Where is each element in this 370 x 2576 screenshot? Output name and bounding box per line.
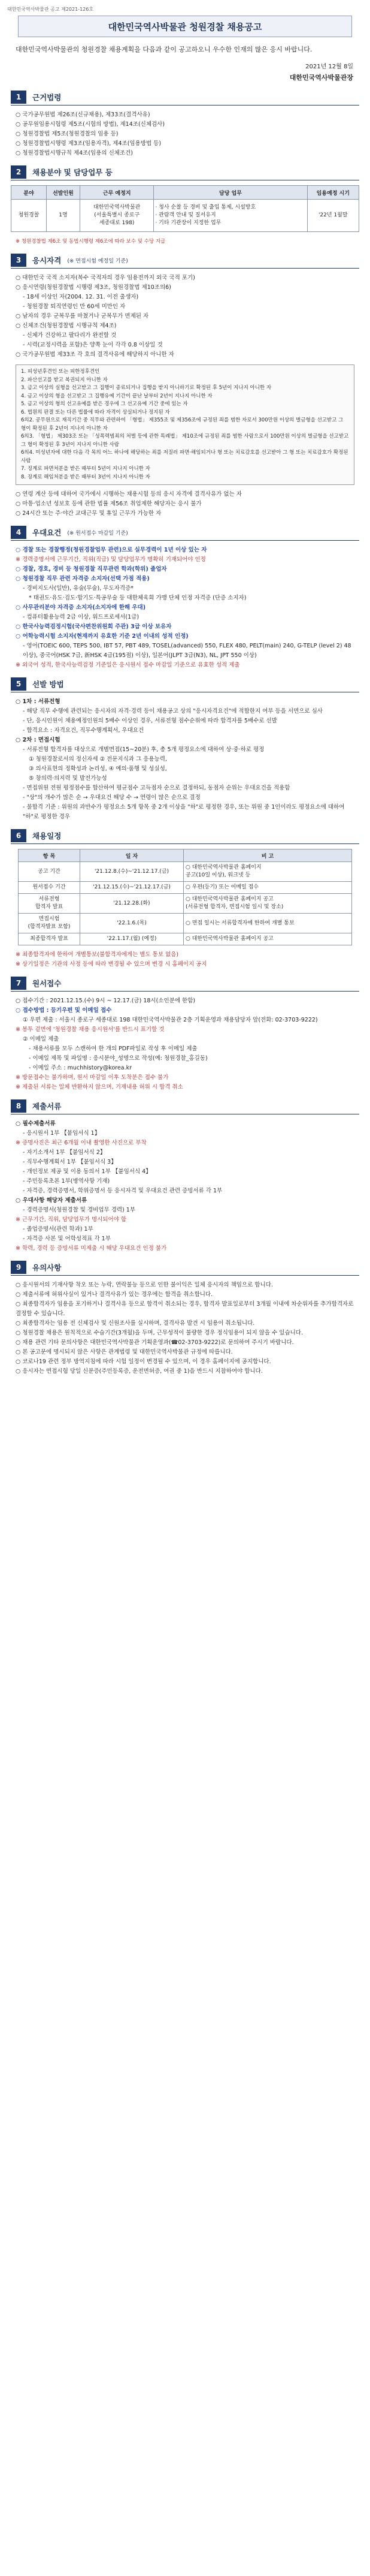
section-number: 2 <box>11 165 26 179</box>
stage-item: - "상"의 개수가 많은 순 → 우대요건 해당 수 → 연령이 많은 순으로 결정 <box>23 794 201 801</box>
announcement-date: 2021년 12월 8일 <box>305 64 353 70</box>
application-item: ② 이메일 제출 <box>23 1036 59 1043</box>
time-cell: '22년 1월말 <box>307 200 359 232</box>
notice-item: ○ 청원경찰 채용은 원칙적으로 수습기간(3개월)을 두며, 근무성적이 불량한 경우 정식임용이 되지 않을 수 있습니다. <box>16 1330 304 1336</box>
section-tag: (※ 원서접수 마감일 기준) <box>67 530 128 537</box>
section-number: 3 <box>11 254 26 267</box>
stage-title: ○ 1차 : 서류전형 <box>16 698 60 705</box>
qual-item: ○ 24시간 또는 주·야간 교대근무 및 휴일 근무가 가능한 자 <box>16 510 162 517</box>
schedule-date: '21.12.28.(화) <box>80 894 184 914</box>
schedule-note: ○ 우편(등기) 또는 이메일 접수 <box>184 882 352 894</box>
section-title: 원서접수 <box>32 979 62 988</box>
schedule-item: 최종합격자 발표 <box>19 933 80 945</box>
schedule-date: '21.12.8.(수)~'21.12.17.(금) <box>80 862 184 882</box>
stage-item: - 불합격 기준 : 위원의 과반수가 평정요소 5개 항목 중 2개 이상을 "하"로 평정한 경우, 또는 위원 중 1인이라도 평정요소에 대하여 "하"로 평정한 경우 <box>23 804 345 820</box>
stage-item: - 합격요소 : 자격요건, 직무수행계획서, 우대요건 <box>23 727 144 734</box>
document-item: - 응시원서 1부 【붙임서식 1】 <box>23 1130 101 1137</box>
notice-item: ○ 응시원서의 기재사항 착오 또는 누락, 연락불능 등으로 인한 불이익은 일체 응시자의 책임으로 합니다. <box>16 1282 273 1288</box>
table-header: 임용예정 시기 <box>307 186 359 200</box>
document-item: - 자격증, 경력증명서, 학위증명서 등 응시자격 및 우대요건 관련 증빙서류 각 1부 <box>23 1188 223 1194</box>
stage-item: ③ 의사표현의 정확성과 논리성, ④ 예의·품행 및 성실성, <box>29 766 167 772</box>
qual-item: ○ 응시연령(청원경찰법 시행령 제3조, 청원경찰법 제10조의6) <box>16 284 171 291</box>
stage-item: ⑤ 창의력·의지력 및 발전가능성 <box>29 775 107 782</box>
schedule-note: ○ 대한민국역사박물관 홈페이지 공고(10일 이상), 워크넷 등 <box>184 862 352 882</box>
preference-item: - 영어(TOEIC 600, TEPS 500, IBT 57, PBT 489, TOSEL(advanced) 550, FLEX 480, PELT(main) 240, G-TELP (level 2) 48 이상), 중국어(HSK 7급, 新HSK 4급(195점) 이상), 일본어(JLPT 3급(N3), NL, JPT 550 이상) <box>23 643 351 659</box>
section-4-header <box>11 525 359 541</box>
table-row <box>19 914 352 933</box>
qual-item: - 시력(교정시력을 포함)은 양쪽 눈이 각각 0.8 이상일 것 <box>23 342 163 348</box>
documents-list <box>16 1119 354 1254</box>
page-title: 대한민국역사박물관 청원경찰 채용공고 <box>18 16 352 37</box>
schedule-note-line: ※ 상기일정은 기관의 사정 등에 따라 변경될 수 있으며 변경 시 홈페이지 공지 <box>16 961 207 968</box>
notice-item: ○ 본 공고문에 명시되지 않은 사항은 관계법령 및 대한민국역사박물관 규정에 따릅니다. <box>16 1349 233 1355</box>
document-item: - 자기소개서 1부 【붙임서식 2】 <box>23 1149 106 1156</box>
application-item: ○ 접수방법 : 등기우편 및 이메일 접수 <box>16 1007 112 1014</box>
schedule-item: 면접시험 (합격자발표 포함) <box>19 914 80 933</box>
table-header: 일 자 <box>80 849 184 862</box>
law-item: ○ 공무원임용시험령 제5조(시험의 방법), 제14조(신체검사) <box>16 121 165 128</box>
section-7-header <box>11 975 359 992</box>
preference-item: * 태권도·유도·검도·합기도·특공무술 등 대한체육회 가맹 단체 인정 자격증 (단증 소지자) <box>29 595 247 601</box>
stage-item: ① 청원경찰로서의 정신자세 ② 전문지식과 그 응용능력, <box>29 756 167 763</box>
law-item: ○ 청원경찰법시행규칙 제4조(임용의 신체조건) <box>16 150 133 156</box>
qual-item: - 18세 이상인 자(2004. 12. 31. 이전 출생자) <box>23 294 139 300</box>
document-item: - 개인정보 제공 및 이용 동의서 1부 【붙임서식 4】 <box>23 1168 151 1175</box>
application-item: - 이메일 제목 및 파일명 : 응시분야_성명으로 작성(예: 청원경찰_홍길동) <box>29 1055 208 1062</box>
application-item: ※ 방문접수는 불가하며, 원서 마감일 이후 도착분은 접수 불가 <box>16 1074 169 1081</box>
notice-item: ○ 채용 관련 기타 문의사항은 대한민국역사박물관 기획운영과(☎02-3703-9222)로 문의하여 주시기 바랍니다. <box>16 1339 294 1346</box>
qual-item: ○ 국가공무원법 제33조 각 호의 결격사유에 해당하지 아니한 자 <box>16 351 174 358</box>
preference-item: ○ 경찰 또는 경찰행정(청원경찰업무 관련)으로 실무경력이 1년 이상 있는 자 <box>16 547 207 553</box>
section-title: 우대요건 <box>32 528 62 537</box>
count-cell: 1명 <box>46 200 80 232</box>
preference-item: ○ 한국사능력검정시험(국사편찬위원회 주관) 3급 이상 보유자 <box>16 623 172 630</box>
section-title: 선발 방법 <box>32 680 64 689</box>
section-title: 채용일정 <box>32 831 62 840</box>
notice-item: ○ 제출서류에 허위사실이 있거나 결격사유가 있는 경우에는 합격을 취소합니다. <box>16 1291 213 1298</box>
stage-item: - 단, 응시인원이 채용예정인원의 5배수 이상인 경우, 서류전형 점수순위에 따라 합격자를 5배수로 선발 <box>23 718 277 724</box>
schedule-note: ○ 면접 일시는 서류합격자에 한하여 개별 통보 <box>184 914 352 933</box>
table-header: 선발인원 <box>46 186 80 200</box>
document-item: ※ 근무기간, 직위, 담당업무가 명시되어야 함 <box>16 1216 127 1223</box>
law-item: ○ 청원경찰법시행령 제3조(임용자격), 제4조(임용방법 등) <box>16 140 162 147</box>
selection-method <box>16 697 354 822</box>
table-header: 비 고 <box>184 849 352 862</box>
document-item: - 경력증명서(청원경찰 및 경비업무 경력) 1부 <box>23 1207 135 1213</box>
section-8-header <box>11 1098 359 1114</box>
preference-item: ○ 사무관리분야 자격증 소지자(소지자에 한해 우대) <box>16 604 146 611</box>
section-number: 9 <box>11 1261 26 1274</box>
qualification-extra <box>16 490 354 519</box>
preference-item: ○ 청원경찰 직무 관련 자격증 소지자(선택 가점 적용) <box>16 576 150 582</box>
schedule-note: ○ 대한민국역사박물관 홈페이지 공고 (서류전형 합격자, 면접시험 일시 및 장소) <box>184 894 352 914</box>
preference-item: ○ 어학능력시험 소지자(현재까지 유효한 기준 2년 이내의 성적 인정) <box>16 633 189 640</box>
duties-cell: · 청사 순찰 등 경비 및 출입 통제, 시설방호 · 관람객 안내 및 질서유지 · 기타 기관장이 지정한 업무 <box>154 200 307 232</box>
schedule-item: 서류전형 합격자 발표 <box>19 894 80 914</box>
section-title: 유의사항 <box>32 1263 62 1272</box>
law-item: ○ 청원경찰법 제5조(청원경찰의 임용 등) <box>16 131 119 137</box>
qual-item: ○ 신체조건(청원경찰법 시행규칙 제4조) <box>16 323 117 329</box>
application-item: ※ 봉투 겉면에 '청원경찰 채용 응시원서'를 반드시 표기할 것 <box>16 1026 165 1033</box>
section-9-header <box>11 1260 359 1276</box>
schedule-notes <box>16 950 354 969</box>
table-row <box>19 882 352 894</box>
intro-text: 대한민국역사박물관의 청원경찰 채용계획을 다음과 같이 공고하오니 우수한 인재의 많은 응시 바랍니다. <box>16 46 313 53</box>
section-number: 1 <box>11 91 26 104</box>
section-title: 응시자격 <box>32 256 62 265</box>
document-number: 대한민국역사박물관 공고 제2021-126호 <box>7 7 94 12</box>
place-cell: 대한민국역사박물관 (서울특별시 종로구 세종대로 198) <box>80 200 154 232</box>
document-item: ○ 우대사항 해당자 제출서류 <box>16 1197 87 1204</box>
table-header: 항 목 <box>19 849 80 862</box>
application-item: ※ 제출된 서류는 일체 반환하지 않으며, 기재내용 허위 시 합격 취소 <box>16 1084 183 1090</box>
document-item: - 자격증 사본 및 어학성적표 각 1부 <box>23 1236 111 1242</box>
qual-item: ○ 대한민국 국적 소지자(복수 국적자의 경우 임용전까지 외국 국적 포기) <box>16 275 195 281</box>
schedule-date: '21.12.15.(수)~'21.12.17.(금) <box>80 882 184 894</box>
document-item: - 직무수행계획서 1부 【붙임서식 3】 <box>23 1159 117 1165</box>
table-row <box>19 862 352 882</box>
field-cell: 청원경찰 <box>11 200 47 232</box>
section-title: 근거법령 <box>32 93 62 102</box>
section-number: 6 <box>11 829 26 842</box>
section-5-header <box>11 676 359 692</box>
schedule-table <box>18 849 352 945</box>
section-number: 4 <box>11 526 26 539</box>
notice-item: ○ 응시자는 면접시험 당일 신분증(주민등록증, 운전면허증, 여권 중 1)을 반드시 지참하여야 합니다. <box>16 1368 263 1375</box>
document-item: ○ 필수제출서류 <box>16 1120 56 1127</box>
application-item: ○ 접수기간 : 2021.12.15.(수) 9시 ~ 12.17.(금) 18시(소인분에 한함) <box>16 998 196 1004</box>
section-title: 채용분야 및 담당업무 등 <box>32 168 113 177</box>
document-item: - 졸업증명서(관련 학과) 1부 <box>23 1226 93 1233</box>
preference-item: - 컴퓨터활용능력 2급 이상, 워드프로세서(1급) <box>23 614 139 620</box>
qualification-list <box>16 273 354 360</box>
qual-item: ○ 마통·업소년 성보호 등에 관한 법률 제56조 취업제한 해당자는 응시 불가 <box>16 501 202 507</box>
section-6-header <box>11 828 359 844</box>
schedule-item: 원서접수 기간 <box>19 882 80 894</box>
laws-list <box>16 110 354 158</box>
notice-item: ○ 최종합격자는 임용 전 신체검사 및 신원조사를 실시하며, 결격사유 발견 시 임용이 취소됩니다. <box>16 1320 255 1327</box>
stage-item: - 해당 직무 수행에 관련되는 응시자의 자격·경력 등이 채용공고 상의 "응시자격요건"에 적합한지 여부 등을 서면으로 심사 <box>23 708 323 715</box>
application-item: - 이메일 주소 : muchhistory@korea.kr <box>29 1065 132 1071</box>
schedule-note-line: ※ 최종합격자에 한하여 개별통보(불합격자에게는 별도 통보 없음) <box>16 951 179 958</box>
section-title: 제출서류 <box>32 1102 62 1111</box>
section-number: 7 <box>11 977 26 990</box>
schedule-date: '22.1.17.(월) (예정) <box>80 933 184 945</box>
stage-title: ○ 2차 : 면접시험 <box>16 737 60 743</box>
table-header: 근무 예정지 <box>80 186 154 200</box>
qual-item: - 청원경찰 퇴직연령인 만 60세 미만인 자 <box>23 303 126 310</box>
disqualification-box: 1. 피성년후견인 또는 피한정후견인 2. 파산선고를 받고 복권되지 아니한 자 3. 금고 이상의 실형을 선고받고 그 집행이 종료되거나 집행을 받지 아니하기로 확정된 후 5년이 지나지 아니한 자 4. 금고 이상의 형을 선고받고 그 집행유예 기간이 끝난 날부터 2년이 지나지 아니한 자 5. 금고 이상의 형의 선고유예를 받은 경우에 그 선고유예 기간 중에 있는 자 6. 법원의 판결 또는 다른 법률에 따라 자격이 상실되거나 정지된 자 6의2. 공무원으로 재직기간 중 직무와 관련하여 「형법」 제355조 및 제356조에 규정된 죄를 범한 자로서 300만원 이상의 벌금형을 선고받고 그 형이 확정된 후 2년이 지나지 아니한 자 6의3. 「형법」 제303조 또는 「성폭력범죄의 처벌 등에 관한 특례법」 제10조에 규정된 죄를 범한 사람으로서 100만원 이상의 벌금형을 선고받고 그 형이 확정된 후 3년이 지나지 아니한 사람 6의4. 미성년자에 대한 다음 각 목의 어느 하나에 해당하는 죄를 저질러 파면·해임되거나 형 또는 치료감호를 선고받아 그 형 또는 치료감호가 확정된 사람 7. 징계로 파면처분을 받은 때부터 5년이 지나지 아니한 자 8. 징계로 해임처분을 받은 때부터 3년이 지나지 아니한 자 <box>16 364 354 485</box>
section-2-header <box>11 164 359 180</box>
qual-item: ○ 연령 계산 등에 대하여 국가에서 시행하는 채용시험 등의 응시 자격에 결격사유가 없는 자 <box>16 491 242 498</box>
table-row <box>19 933 352 945</box>
document-item: ※ 증명사진은 최근 6개월 이내 촬영한 사진으로 부착 <box>16 1140 147 1146</box>
section-3-header <box>11 252 359 269</box>
section-number: 8 <box>11 1099 26 1113</box>
law-item: ○ 국가공무원법 제26조(신규채용), 제33조(결격사유) <box>16 112 150 118</box>
application-item: - 채용서류를 모두 스캔하여 한 개의 PDF파일로 작성 후 이메일 제출 <box>29 1046 198 1052</box>
application-list <box>16 996 354 1092</box>
preference-item: - 경비지도사(일반), 유술(무술), 무도자격증* <box>23 585 134 592</box>
preference-list <box>16 546 354 670</box>
section-number: 5 <box>11 677 26 691</box>
qual-item: - 신체가 건강하고 팔다리가 완전할 것 <box>23 332 117 339</box>
signer: 대한민국역사박물관장 <box>289 74 353 82</box>
schedule-note: ○ 대한민국역사박물관 홈페이지 공고 <box>184 933 352 945</box>
preference-item: ※ 경력증명서에 근무기간, 직위(직급) 및 담당업무가 명확히 기재되어야 인정 <box>16 556 206 563</box>
preference-item: ※ 외국어 성적, 한국사능력검정 기준일은 응시원서 접수 마감일 기준으로 유효한 성적 제출 <box>16 662 240 668</box>
table-header: 담당 업무 <box>154 186 307 200</box>
qual-item: ○ 남자의 경우 군복무를 마쳤거나 군복무가 면제된 자 <box>16 313 149 320</box>
notes-list <box>16 1281 354 1376</box>
table-row <box>19 894 352 914</box>
document-item: - 주민등록초본 1부(병역사항 기재) <box>23 1178 110 1185</box>
section-tag: (※ 면접시험 예정일 기준) <box>67 258 128 264</box>
stage-item: - 서류전형 합격자를 대상으로 개별면접(15~20분) 후, 총 5개 평정요소에 대하여 상·중·하로 평정 <box>23 746 265 753</box>
recruitment-table <box>11 185 359 232</box>
table-header: 분야 <box>11 186 47 200</box>
schedule-item: 공고 기간 <box>19 862 80 882</box>
document-item: ※ 학력, 경력 등 증빙서류 미제출 시 해당 우대요건 인정 불가 <box>16 1245 167 1252</box>
section-1-header <box>11 89 359 106</box>
notice-item: ○ 코로나19 관련 정부 방역지침에 따라 시험 일정이 변경될 수 있으며, 이 경우 홈페이지에 공지합니다. <box>16 1358 271 1365</box>
stage-item: - 면접위원 전원 평정점수를 합산하여 평균점수 고득점자 순으로 결정하되, 동점자 순위는 우대요건을 적용함 <box>23 785 290 791</box>
schedule-date: '22.1.6.(목) <box>80 914 184 933</box>
notice-item: ○ 최종합격자가 임용을 포기하거나 결격사유 등으로 합격이 취소되는 경우, 합격자 발표일로부터 3개월 이내에 차순위자를 추가합격자로 결정할 수 있습니다. <box>16 1301 354 1317</box>
table1-note: ※ 청원경찰법 제6조 및 동법시행령 제6조에 따라 보수 및 수당 지급 <box>16 239 166 245</box>
application-item: ① 우편 제출 : 서울시 종로구 세종대로 198 대한민국역사박물관 2층 기획운영과 채용담당자 앞(전화: 02-3703-9222) <box>23 1017 318 1023</box>
preference-item: ○ 경찰, 경호, 경비 등 청원경찰 직무관련 학과(학위) 졸업자 <box>16 566 167 573</box>
